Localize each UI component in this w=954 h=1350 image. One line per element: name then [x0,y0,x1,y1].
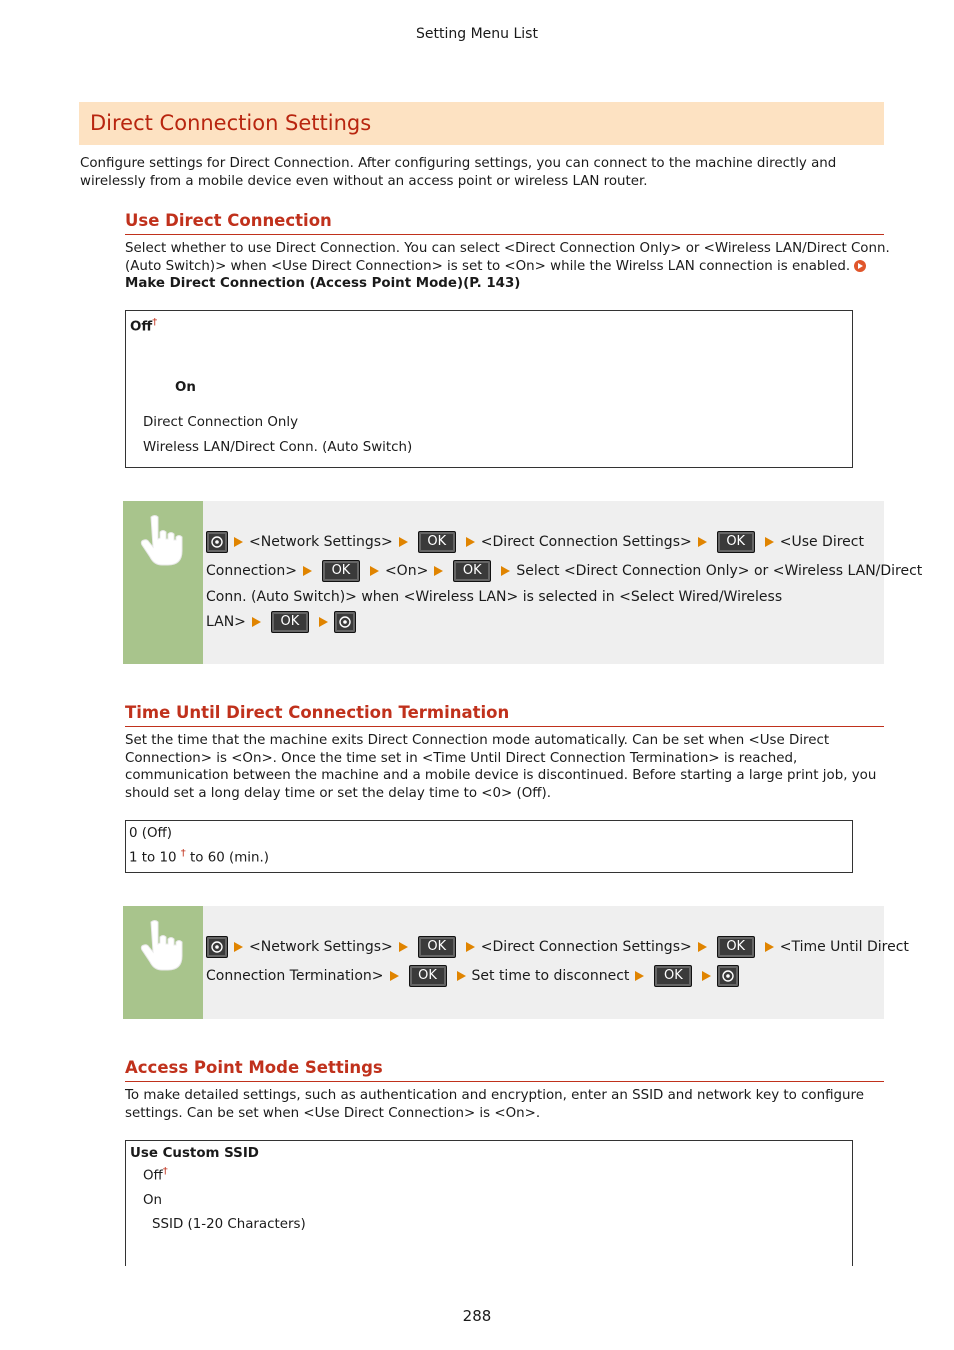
section-title-bar [79,102,884,145]
intro-line-2: wirelessly from a mobile device even without an access point or wireless LAN router. [80,173,648,189]
desc-line: To make detailed settings, such as authentication and encryption, enter an SSID and network key to configure [125,1088,864,1103]
menu-button-icon [206,531,228,553]
options-box-use-direct [125,310,853,468]
arrow-icon [698,942,707,952]
op2-line-1 [206,936,909,958]
menu-button-icon [717,965,739,987]
op-step: Connection> [206,563,297,579]
menu-button-icon [334,611,356,633]
heading-access-point-mode: Access Point Mode Settings [125,1058,383,1077]
arrow-icon [765,942,774,952]
default-dagger: † [152,317,158,328]
arrow-icon [702,971,711,981]
arrow-icon [457,971,466,981]
op-step: <Network Settings> [249,534,393,550]
option-ssid: SSID (1-20 Characters) [152,1217,306,1232]
arrow-icon [466,537,475,547]
op1-line-3: Conn. (Auto Switch)> when <Wireless LAN> is selected in <Select Wired/Wireless [206,589,783,605]
options-box-access-point [125,1140,853,1266]
ok-button-icon: OK [717,936,755,958]
option-off-label: Off [130,319,153,335]
option-off [143,1166,168,1183]
option-on: On [175,380,196,395]
ok-button-icon: OK [418,531,456,553]
desc-line: settings. Can be set when <Use Direct Connection> is <On>. [125,1105,541,1121]
range-end: to 60 (min.) [190,850,269,866]
arrow-icon [234,942,243,952]
op-step: Select <Direct Connection Only> or <Wireless LAN/Direct [516,563,923,579]
arrow-icon [370,566,379,576]
op-step: <Direct Connection Settings> [480,534,692,550]
link-arrow-icon[interactable] [854,260,866,272]
arrow-icon [319,617,328,627]
arrow-icon [399,537,408,547]
section-intro [80,155,880,190]
op-step: <Direct Connection Settings> [480,939,692,955]
desc-line: Select whether to use Direct Connection. You can select <Direct Connection Only> or <Wireless LAN/Direct Conn. [125,241,890,256]
option-auto-switch: Wireless LAN/Direct Conn. (Auto Switch) [143,440,413,455]
intro-line-1: Configure settings for Direct Connection. After configuring settings, you can connect to the machine directly and [80,156,837,171]
op-step: LAN> [206,614,246,630]
option-off [130,317,157,334]
arrow-icon [234,537,243,547]
options-box-time-until [125,820,853,873]
section-title: Direct Connection Settings [90,111,372,135]
op1-line-1 [206,531,864,553]
arrow-icon [390,971,399,981]
hand-pointer-icon [137,918,189,974]
hand-pointer-icon [137,513,189,569]
running-header: Setting Menu List [416,26,538,42]
link-make-direct-connection[interactable]: Make Direct Connection (Access Point Mode)(P. 143) [125,276,521,291]
arrow-icon [303,566,312,576]
operation-side-bar [123,906,203,1019]
range-start: 1 to 10 [129,850,177,866]
ok-button-icon: OK [453,560,491,582]
op-step: <Time Until Direct [779,939,909,955]
desc-line [125,258,890,276]
use-direct-desc [125,240,890,293]
default-dagger: † [180,848,186,859]
arrow-icon [765,537,774,547]
desc-text: (Auto Switch)> when <Use Direct Connection> is set to <On> while the Wirelss LAN connection is enabled. [125,258,851,274]
option-zero-off: 0 (Off) [129,826,172,841]
desc-line: communication between the machine and a mobile device is discontinued. Before starting a large print job, you [125,768,877,783]
heading-use-direct-connection: Use Direct Connection [125,211,332,230]
ok-button-icon: OK [322,560,360,582]
desc-line: Connection> is <On>. Once the time set in <Time Until Direct Connection Termination> is reached, [125,750,798,766]
ok-button-icon: OK [654,965,692,987]
desc-line: should set a long delay time or set the delay time to <0> (Off). [125,785,551,801]
option-direct-only: Direct Connection Only [143,415,299,430]
menu-button-icon [206,936,228,958]
op2-line-2 [206,965,739,987]
op1-line-2 [206,560,922,582]
option-use-custom-ssid: Use Custom SSID [130,1146,259,1161]
option-on: On [143,1193,163,1208]
option-off-label: Off [143,1168,163,1184]
option-range [129,848,269,865]
default-dagger: † [162,1166,168,1177]
op-step: <Network Settings> [249,939,393,955]
page-number: 288 [462,1307,492,1325]
desc-line: Set the time that the machine exits Direct Connection mode automatically. Can be set when <Use Direct [125,733,830,748]
arrow-icon [434,566,443,576]
operation-panel-1 [123,501,884,664]
ok-button-icon: OK [409,965,447,987]
arrow-icon [698,537,707,547]
arrow-icon [252,617,261,627]
arrow-icon [466,942,475,952]
ok-button-icon: OK [717,531,755,553]
access-point-desc [125,1087,890,1122]
op-step: <On> [384,563,429,579]
arrow-icon [399,942,408,952]
arrow-icon [635,971,644,981]
arrow-icon [501,566,510,576]
op-step: Set time to disconnect [471,968,630,984]
ok-button-icon: OK [418,936,456,958]
heading-rule [125,1081,884,1082]
op-step: Connection Termination> [206,968,384,984]
heading-rule [125,726,884,727]
operation-panel-2 [123,906,884,1019]
heading-time-until-termination: Time Until Direct Connection Termination [125,703,510,722]
op1-line-4 [206,611,356,633]
time-until-desc [125,732,890,802]
ok-button-icon: OK [271,611,309,633]
operation-side-bar [123,501,203,664]
heading-rule [125,234,884,235]
op-step: <Use Direct [779,534,864,550]
